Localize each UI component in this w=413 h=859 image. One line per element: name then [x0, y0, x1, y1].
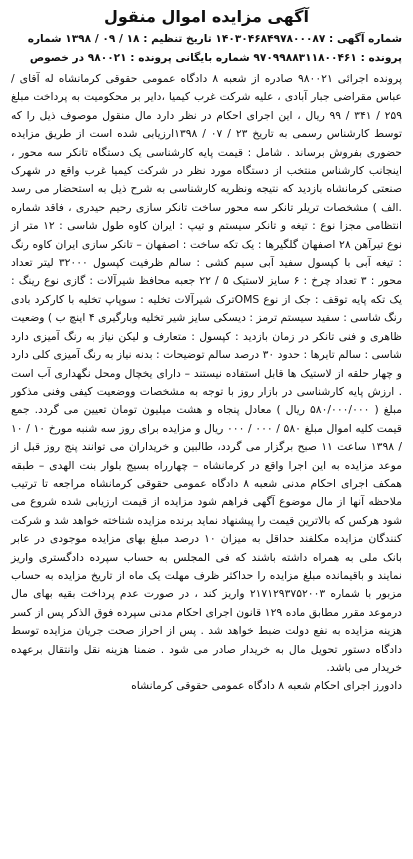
notice-body-text: پرونده اجرائی ۹۸۰۰۲۱ صادره از شعبه ۸ دادگاه عمومی حقوقی کرمانشاه له آقای / عباس مقراضی جبار آبادی ، علیه شرکت غرب کیمیا ،دایر بر محکومیت به پرداخت مبلغ ۲۵۹ / ۳۴۱ / ۹۹ ریال ، این اجرای احکام در نظر دارد مال منقول موصوف ذیل را که توسط کارشناس رسمی به تاریخ ۲۳ / ۰۷ / ۱۳۹۸ارزیابی شده است از طریق مزایده حضوری بفروش برساند . شامل : قیمت پایه کارشناسی یک دستگاه تانکر سه محور ، اینجانب کارشناس منتخب از دستگاه مورد نظر در شرکت کیمیا غرب واقع در شهرک صنعتی کرمانشاه بازدید که نتیجه ونظریه کارشناسی به شرح ذیل به استحضار می رسد .الف ) مشخصات تریلر تانکر سه محور ساخت تانکر سازی رحیم حیدری ، فاقد شماره انتظامی مجزا نوع : تیغه و تانکر سیستم و تیپ : ایران کاوه طول شاسی : ۱۲ متر از نوع تیرآهن ۲۸ اصفهان گلگیرها : یک تکه ساخت : اصفهان – تانکر سازی ایران کاوه رنگ : تیغه آبی با کپسول سفید آبی سیم کشی : سالم ظرفیت کپسول ۳۲۰۰۰ لیتر تعداد محور : ۳ تعداد چرخ : ۶ سایز لاستیک ۵ / ۲۲ جعبه محافظ شیرآلات : گازی نوع رینگ : یک تکه پایه توقف : جک از نوع OMSترک شیرآلات تخلیه : سوپاپ تخلیه با کارکرد بادی رنگ شاسی : سفید سیستم ترمز : دیسکی سایز شیر تخلیه وبارگیری ۴ اینچ ب ) وضعیت ظاهری و فنی تانکر در زمان بازدید : کپسول : متعارف و لیکن نیاز به رنگ آمیزی دارد شاسی : سالم تایرها : حدود ۳۰ درصد سالم توضیحات : بدنه نیاز به رنگ آمیزی کلی دارد و چهار حلقه از لاستیک ها قابل استفاده نیستند – دارای یخچال ومحل نگهداری آب است . ارزش پایه کارشناسی در بازار روز با توجه به مشخصات ووضعیت کیفی وفنی مذکور مبلغ ( ۵۸۰/۰۰۰/۰۰۰ ریال ) معادل پنجاه و هشت میلیون تومان تعیین می گردد. جمع قیمت کلیه اموال مبلغ ۵۸۰ / ۰۰۰ / ۰۰۰ ریال و مزایده برای روز سه شنبه مورخ ۱۰ / ۱۰ / ۱۳۹۸ ساعت ۱۱ صبح برگزار می گردد، طالبین و خریداران می توانند پنج روز قبل از موعد مزایده به این اجرا واقع در کرمانشاه – چهارراه بسیج بلوار بنت الهدی – طبقه همکف اجرای احکام مدنی شعبه ۸ دادگاه عمومی حقوقی کرمانشاه مراجعه تا ترتیب ملاحظه آنها از مال موضوع آگهی فراهم شود مزایده از قیمت ارزیابی شده شروع می شود هرکس که بالاترین قیمت را پیشنهاد نماید برنده مزایده شناخته خواهد شد و شرکت کنندگان مزایده مکلفند حداقل به میزان ۱۰ درصد مبلغ بهای مزایده موجودی در عابر بانک ملی به همراه داشته باشند که فی المجلس به حساب سپرده دادگستری واریز نمایند و باقیمانده مبلغ مزایده را حداکثر ظرف مهلت یک ماه از تاریخ مزایده به حساب مزبور با شماره ۲۱۷۱۲۹۳۷۵۲۰۰۳ واریز کند ، در صورت عدم پرداخت بقیه بهای مال درموعد مقرر مطابق ماده ۱۲۹ قانون اجرای احکام مدنی سپرده فوق الذکر پس از کسر هزینه مزایده به نفع دولت ضبط خواهد شد . پس از احراز صحت جریان مزایده توسط دادگاه دستور تحویل مال به خریدار صادر می شود . ضمنا هزینه نقل وانتقال برعهده خریدار می باشد.: [11, 72, 403, 674]
notice-meta-line-2: پرونده : ۹۷۰۹۹۸۸۳۱۱۸۰۰۴۶۱ شماره بایگانی پرونده : ۹۸۰۰۲۱ در خصوص: [29, 52, 402, 64]
notice-title: آگهی مزایده اموال منقول: [104, 7, 309, 26]
notice-signature: دادورز اجرای احکام شعبه ۸ دادگاه عمومی حقوقی کرمانشاه: [131, 679, 402, 693]
notice-meta-line-1: شماره آگهی : ۱۴۰۳۰۴۶۸۴۹۷۸۰۰۰۸۷ تاریخ تنظیم : ۱۸ / ۰۹ / ۱۳۹۸ شماره: [27, 33, 402, 45]
